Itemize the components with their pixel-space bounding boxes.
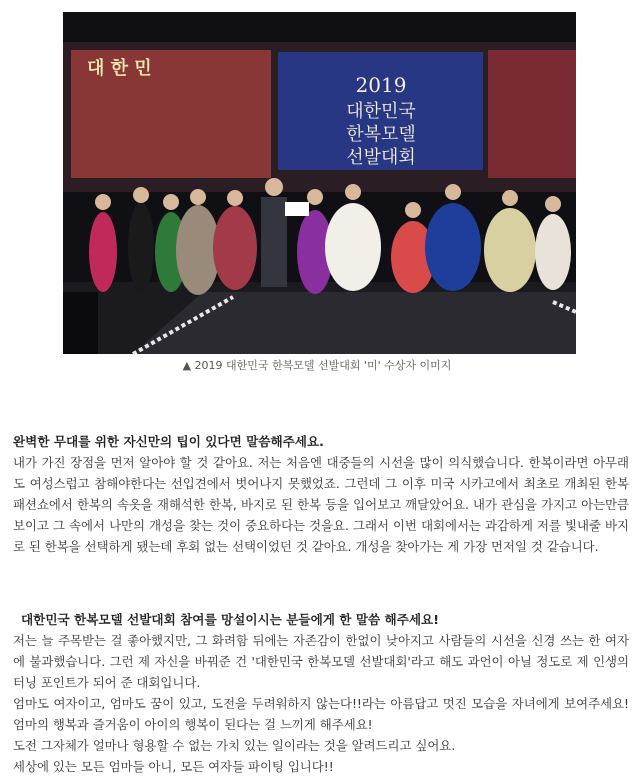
screen-year: 2019 <box>355 73 407 97</box>
question-heading: 완벽한 무대를 위한 자신만의 팁이 있다면 말씀해주세요. <box>13 434 324 449</box>
screen-line3: 선발대회 <box>346 147 416 168</box>
side-screen-text: 대 한 민 <box>87 58 152 79</box>
answer-paragraph: 저는 늘 주목받는 걸 좋아했지만, 그 화려함 뒤에는 자존감이 한없이 낮아지고 사람들의 시선을 신경 쓰는 한 여자에 불과했습니다. 그런 제 자신을 바꿔준 건 '대한민국 한복모델 선발대회'라고 해도 과언이 아닐 정도로 제 인생의 터닝 포인트가 되어 준 대회입니다. <box>13 633 629 690</box>
photo-caption: ▲ 2019 대한민국 한복모델 선발대회 '미' 수상자 이미지 <box>182 359 452 372</box>
screen-line1: 대한민국 <box>346 101 416 122</box>
answer-paragraph: 도전 그자체가 얼마나 형용할 수 없는 가치 있는 일이라는 것을 알려드리고 싶어요. <box>13 738 456 753</box>
award-photo <box>63 12 576 354</box>
answer-paragraph: 세상에 있는 모든 엄마들 아니, 모든 여자들 파이팅 입니다!! <box>13 759 334 774</box>
question-heading: 대한민국 한복모델 선발대회 참여를 망설이시는 분들에게 한 말씀 해주세요! <box>21 612 439 627</box>
answer-paragraph: 엄마도 여자이고, 엄마도 꿈이 있고, 도전을 두려워하지 않는다!!라는 아름답고 멋진 모습을 자녀에게 보여주세요! 엄마의 행복과 즐거움이 아이의 행복이 된다는 걸 느끼게 해주세요! <box>13 696 629 732</box>
screen-line2: 한복모델 <box>346 124 416 145</box>
answer-paragraph: 내가 가진 장점을 먼저 알아야 할 것 같아요. 저는 처음엔 대중들의 시선을 많이 의식했습니다. 한복이라면 아무래도 여성스럽고 참해야한다는 선입견에서 벗어나지 못했었죠. 그런데 그 이후 미국 시카고에서 최초로 개최된 한복패션쇼에서 한복의 속옷을 재해석한 한복, 바지로 된 한복 등을 입어보고 깨달았어요. 내가 관심을 가지고 아는만큼 보이고 그 속에서 나만의 개성을 찾는 것이 중요하다는 것을요. 그래서 이번 대회에서는 과감하게 저를 빛내줄 바지로 된 한복을 선택하게 됐는데 후회 없는 선택이었던 것 같아요. 개성을 찾아가는 게 가장 먼저일 것 같습니다. <box>13 455 629 554</box>
interview-section-tips <box>13 431 629 557</box>
interview-section-message <box>13 609 629 777</box>
